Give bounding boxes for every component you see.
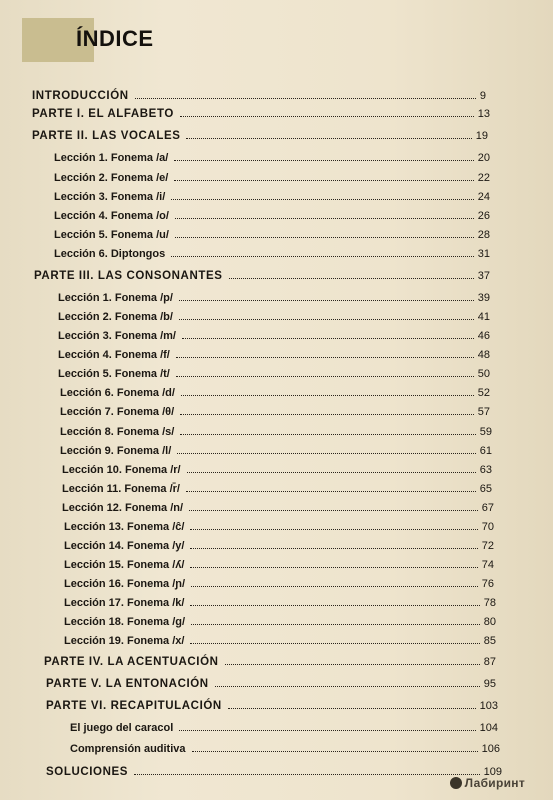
toc-entry xyxy=(70,737,500,755)
toc-entry-page: 41 xyxy=(477,311,490,323)
toc-entry-label: Lección 6. Diptongos xyxy=(54,248,166,260)
dot-leader xyxy=(179,319,474,320)
toc-entry-label: Lección 2. Fonema /b/ xyxy=(58,311,173,323)
page-title: ÍNDICE xyxy=(76,26,154,51)
dot-leader xyxy=(176,357,474,358)
toc-entry-label: Lección 18. Fonema /g/ xyxy=(64,616,186,628)
dot-leader xyxy=(228,708,476,709)
labyrinth-logo-icon xyxy=(450,777,462,789)
dot-leader xyxy=(174,180,473,181)
toc-entry-label: El juego del caracol xyxy=(70,722,174,734)
dot-leader xyxy=(180,434,475,435)
toc-entry xyxy=(54,242,490,260)
toc-entry-label: Lección 15. Fonema /ʎ/ xyxy=(64,559,185,571)
toc-entry xyxy=(62,477,492,495)
toc-entry xyxy=(34,264,490,282)
dot-leader xyxy=(229,278,474,279)
toc-entry xyxy=(58,362,490,380)
toc-entry xyxy=(32,84,486,102)
toc-entry xyxy=(32,102,490,120)
toc-entry xyxy=(54,166,490,184)
toc-entry-page: 67 xyxy=(481,502,494,514)
toc-entry-label: Comprensión auditiva xyxy=(70,743,186,755)
toc-entry-label: Lección 4. Fonema /o/ xyxy=(54,210,169,222)
toc-entry-page: 57 xyxy=(477,406,490,418)
dot-leader xyxy=(182,338,474,339)
toc-entry-label: Lección 8. Fonema /s/ xyxy=(60,426,175,438)
dot-leader xyxy=(186,138,471,139)
toc-entry-label: Lección 17. Fonema /k/ xyxy=(64,597,185,609)
toc-entry xyxy=(58,305,490,323)
toc-entry-label: Lección 3. Fonema /i/ xyxy=(54,191,166,203)
toc-entry xyxy=(44,650,496,668)
toc-entry xyxy=(46,760,502,778)
toc-entry-page: 103 xyxy=(479,700,498,712)
toc-entry xyxy=(46,694,498,712)
toc-entry-page: 9 xyxy=(479,90,486,102)
toc-entry-label: Lección 1. Fonema /p/ xyxy=(58,292,173,304)
dot-leader xyxy=(174,160,473,161)
dot-leader xyxy=(190,567,477,568)
dot-leader xyxy=(181,395,474,396)
toc-entry-label: Lección 5. Fonema /t/ xyxy=(58,368,170,380)
toc-entry-page: 104 xyxy=(479,722,498,734)
toc-entry-label: Lección 7. Fonema /θ/ xyxy=(60,406,175,418)
toc-entry xyxy=(64,610,496,628)
toc-entry-label: Lección 12. Fonema /n/ xyxy=(62,502,184,514)
toc-entry xyxy=(62,458,492,476)
toc-entry-page: 78 xyxy=(483,597,496,609)
dot-leader xyxy=(180,414,474,415)
toc-entry xyxy=(64,515,494,533)
toc-entry xyxy=(54,185,490,203)
dot-leader xyxy=(175,237,474,238)
toc-entry-label: Lección 10. Fonema /r/ xyxy=(62,464,181,476)
toc-entry-page: 80 xyxy=(483,616,496,628)
toc-entry-label: SOLUCIONES xyxy=(46,766,129,778)
dot-leader xyxy=(190,548,477,549)
toc-entry xyxy=(58,286,490,304)
dot-leader xyxy=(215,686,480,687)
toc-entry-page: 87 xyxy=(483,656,496,668)
toc-entry-label: Lección 14. Fonema /y/ xyxy=(64,540,185,552)
watermark xyxy=(450,776,525,790)
dot-leader xyxy=(190,605,479,606)
toc-entry-page: 20 xyxy=(477,152,490,164)
toc-entry-page: 76 xyxy=(481,578,494,590)
toc-entry-label: PARTE V. LA ENTONACIÓN xyxy=(46,678,209,690)
toc-entry-page: 65 xyxy=(479,483,492,495)
toc-entry xyxy=(70,716,498,734)
toc-entry-label: Lección 3. Fonema /m/ xyxy=(58,330,176,342)
toc-entry xyxy=(58,343,490,361)
toc-entry-page: 46 xyxy=(477,330,490,342)
toc-entry-label: INTRODUCCIÓN xyxy=(32,90,129,102)
toc-entry-label: Lección 16. Fonema /ɲ/ xyxy=(64,578,186,590)
toc-entry-label: Lección 1. Fonema /a/ xyxy=(54,152,169,164)
toc-entry-label: Lección 2. Fonema /e/ xyxy=(54,172,169,184)
dot-leader xyxy=(191,586,478,587)
toc-entry-label: Lección 5. Fonema /u/ xyxy=(54,229,169,241)
toc-entry xyxy=(54,223,490,241)
toc-entry xyxy=(64,591,496,609)
toc-entry-label: PARTE II. LAS VOCALES xyxy=(32,130,181,142)
toc-entry-label: Lección 4. Fonema /f/ xyxy=(58,349,170,361)
toc-entry-page: 85 xyxy=(483,635,496,647)
dot-leader xyxy=(135,98,476,99)
toc-entry-page: 22 xyxy=(477,172,490,184)
dot-leader xyxy=(176,376,474,377)
toc-entry-page: 39 xyxy=(477,292,490,304)
toc-entry-label: Lección 11. Fonema /r̄/ xyxy=(62,483,180,495)
toc-entry xyxy=(64,629,496,647)
dot-leader xyxy=(177,453,475,454)
toc-entry-page: 109 xyxy=(483,766,502,778)
dot-leader xyxy=(225,664,480,665)
toc-entry xyxy=(64,553,494,571)
dot-leader xyxy=(187,472,476,473)
dot-leader xyxy=(180,116,474,117)
toc-entry-page: 61 xyxy=(479,445,492,457)
toc-entry-page: 48 xyxy=(477,349,490,361)
dot-leader xyxy=(175,218,474,219)
toc-entry xyxy=(54,146,490,164)
dot-leader xyxy=(186,491,476,492)
dot-leader xyxy=(134,774,480,775)
toc-entry-label: PARTE VI. RECAPITULACIÓN xyxy=(46,700,222,712)
dot-leader xyxy=(179,730,475,731)
toc-entry xyxy=(46,672,496,690)
toc-entry-page: 63 xyxy=(479,464,492,476)
dot-leader xyxy=(191,624,480,625)
toc-entry-page: 37 xyxy=(477,270,490,282)
toc-entry-page: 31 xyxy=(477,248,490,260)
toc-entry-page: 50 xyxy=(477,368,490,380)
dot-leader xyxy=(192,751,478,752)
toc-entry-page: 95 xyxy=(483,678,496,690)
toc-entry-label: Lección 9. Fonema /l/ xyxy=(60,445,172,457)
toc-entry-label: Lección 13. Fonema /ĉ/ xyxy=(64,521,185,533)
toc-entry-page: 106 xyxy=(481,743,500,755)
toc-entry-page: 13 xyxy=(477,108,490,120)
toc-entry-page: 72 xyxy=(481,540,494,552)
toc-entry xyxy=(62,496,494,514)
toc-entry xyxy=(60,439,492,457)
toc-entry-label: PARTE I. EL ALFABETO xyxy=(32,108,174,120)
toc-entry xyxy=(60,381,490,399)
toc-entry-page: 70 xyxy=(481,521,494,533)
toc-entry-page: 26 xyxy=(477,210,490,222)
dot-leader xyxy=(190,643,479,644)
toc-entry xyxy=(64,572,494,590)
toc-entry-label: PARTE IV. LA ACENTUACIÓN xyxy=(44,656,219,668)
toc-entry-page: 28 xyxy=(477,229,490,241)
toc-entry-page: 74 xyxy=(481,559,494,571)
toc-entry-label: Lección 6. Fonema /d/ xyxy=(60,387,175,399)
toc-entry xyxy=(32,124,488,142)
toc-entry-label: Lección 19. Fonema /x/ xyxy=(64,635,185,647)
toc-entry-page: 59 xyxy=(479,426,492,438)
toc-entry-page: 52 xyxy=(477,387,490,399)
toc-entry xyxy=(60,420,492,438)
toc-entry xyxy=(58,324,490,342)
toc-entry-page: 24 xyxy=(477,191,490,203)
toc-entry-label: PARTE III. LAS CONSONANTES xyxy=(34,270,223,282)
dot-leader xyxy=(179,300,474,301)
toc-entry xyxy=(64,534,494,552)
toc-entry xyxy=(54,204,490,222)
dot-leader xyxy=(189,510,478,511)
dot-leader xyxy=(171,256,474,257)
dot-leader xyxy=(190,529,477,530)
toc-entry xyxy=(60,400,490,418)
toc-entry-page: 19 xyxy=(475,130,488,142)
dot-leader xyxy=(171,199,473,200)
watermark-text: Лабиринт xyxy=(464,776,525,790)
